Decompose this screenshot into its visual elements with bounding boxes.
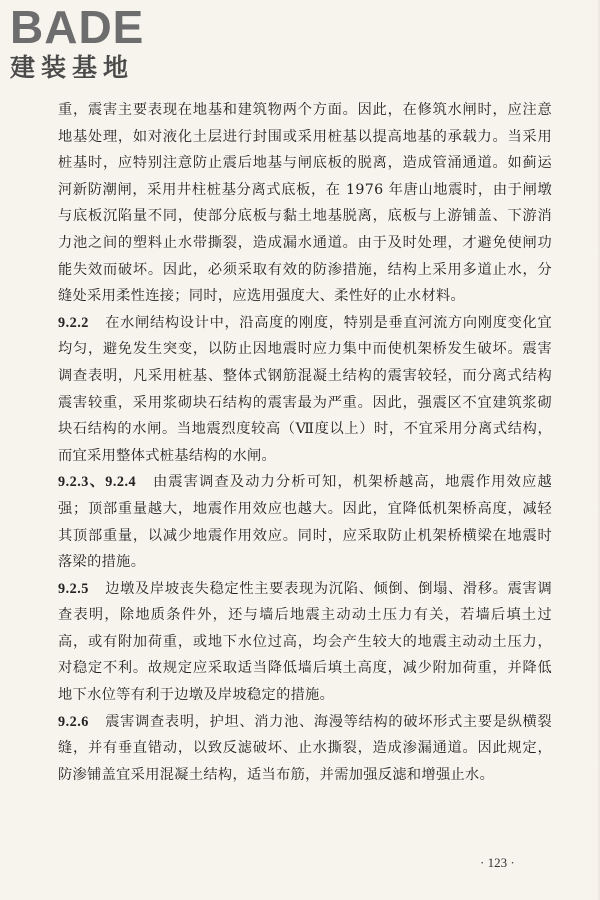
- paragraph-continuation: [58, 97, 552, 310]
- body-text: [58, 97, 552, 788]
- logo-subtitle: 建装基地: [10, 53, 135, 82]
- section-number: 9.2.2: [58, 314, 89, 331]
- paragraph-text: 由震害调查及动力分析可知，机架桥越高，地震作用效应越强；顶部重量越大，地震作用效应也越大。因此，宜降低机架桥高度，减轻其顶部重量，以减少地震作用效应。同时，应采取防止机架桥横梁在地震时落梁的措施。: [58, 474, 552, 571]
- logo-wordmark: BADE: [10, 1, 145, 53]
- logo: [6, 1, 176, 84]
- section-9-2-5: [58, 576, 552, 709]
- section-9-2-3-9-2-4: [58, 469, 552, 575]
- paragraph-text: 重，震害主要表现在地基和建筑物两个方面。因此，在修筑水闸时，应注意地基处理，如对液化土层进行封围或采用桩基以提高地基的承载力。当采用桩基时，应特别注意防止震后地基与闸底板的脱离，造成管涌通道。如蓟运河新防潮闸，采用井柱桩基分离式底板，在 1976 年唐山地震时，由于闸墩与底板沉陷量不同，使部分底板与黏土地基脱离，底板与上游铺盖、下游消力池之间的塑料止水带撕裂，造成漏水通道。由于及时处理，才避免使闸功能失效而破坏。因此，必须采取有效的防渗措施，结构上采用多道止水，分缝处采用柔性连接；同时，应选用强度大、柔性好的止水材料。: [58, 102, 552, 305]
- section-number: 9.2.3、9.2.4: [58, 474, 137, 491]
- paragraph-text: 在水闸结构设计中，沿高度的刚度，特别是垂直河流方向刚度变化宜均匀，避免发生突变，以防止因地震时应力集中而使机架桥发生破坏。震害调查表明，凡采用桩基、整体式钢筋混凝土结构的震害较轻，而分离式结构震害较重，采用浆砌块石结构的震害最为严重。因此，强震区不宜建筑浆砌块石结构的水闸。当地震烈度较高（Ⅶ度以上）时，不宜采用分离式结构，而宜采用整体式桩基结构的水闸。: [58, 314, 552, 464]
- paragraph-text: 震害调查表明，护坦、消力池、海漫等结构的破坏形式主要是纵横裂缝，并有垂直错动，以致反滤破坏、止水撕裂，造成渗漏通道。因此规定，防渗铺盖宜采用混凝土结构，适当布筋，并需加强反滤和增强止水。: [58, 713, 552, 783]
- paragraph-text: 边墩及岸坡丧失稳定性主要表现为沉陷、倾倒、倒塌、滑移。震害调查表明，除地质条件外，还与墙后地震主动动土压力有关，若墙后填土过高，或有附加荷重，或地下水位过高，均会产生较大的地震主动动土压力，对稳定不利。故规定应采取适当降低墙后填土高度，减少附加荷重，并降低地下水位等有利于边墩及岸坡稳定的措施。: [58, 580, 552, 704]
- section-number: 9.2.6: [58, 713, 89, 730]
- section-9-2-2: [58, 310, 552, 470]
- section-9-2-6: [58, 709, 552, 789]
- section-number: 9.2.5: [58, 580, 89, 597]
- page-number: · 123 ·: [480, 855, 515, 870]
